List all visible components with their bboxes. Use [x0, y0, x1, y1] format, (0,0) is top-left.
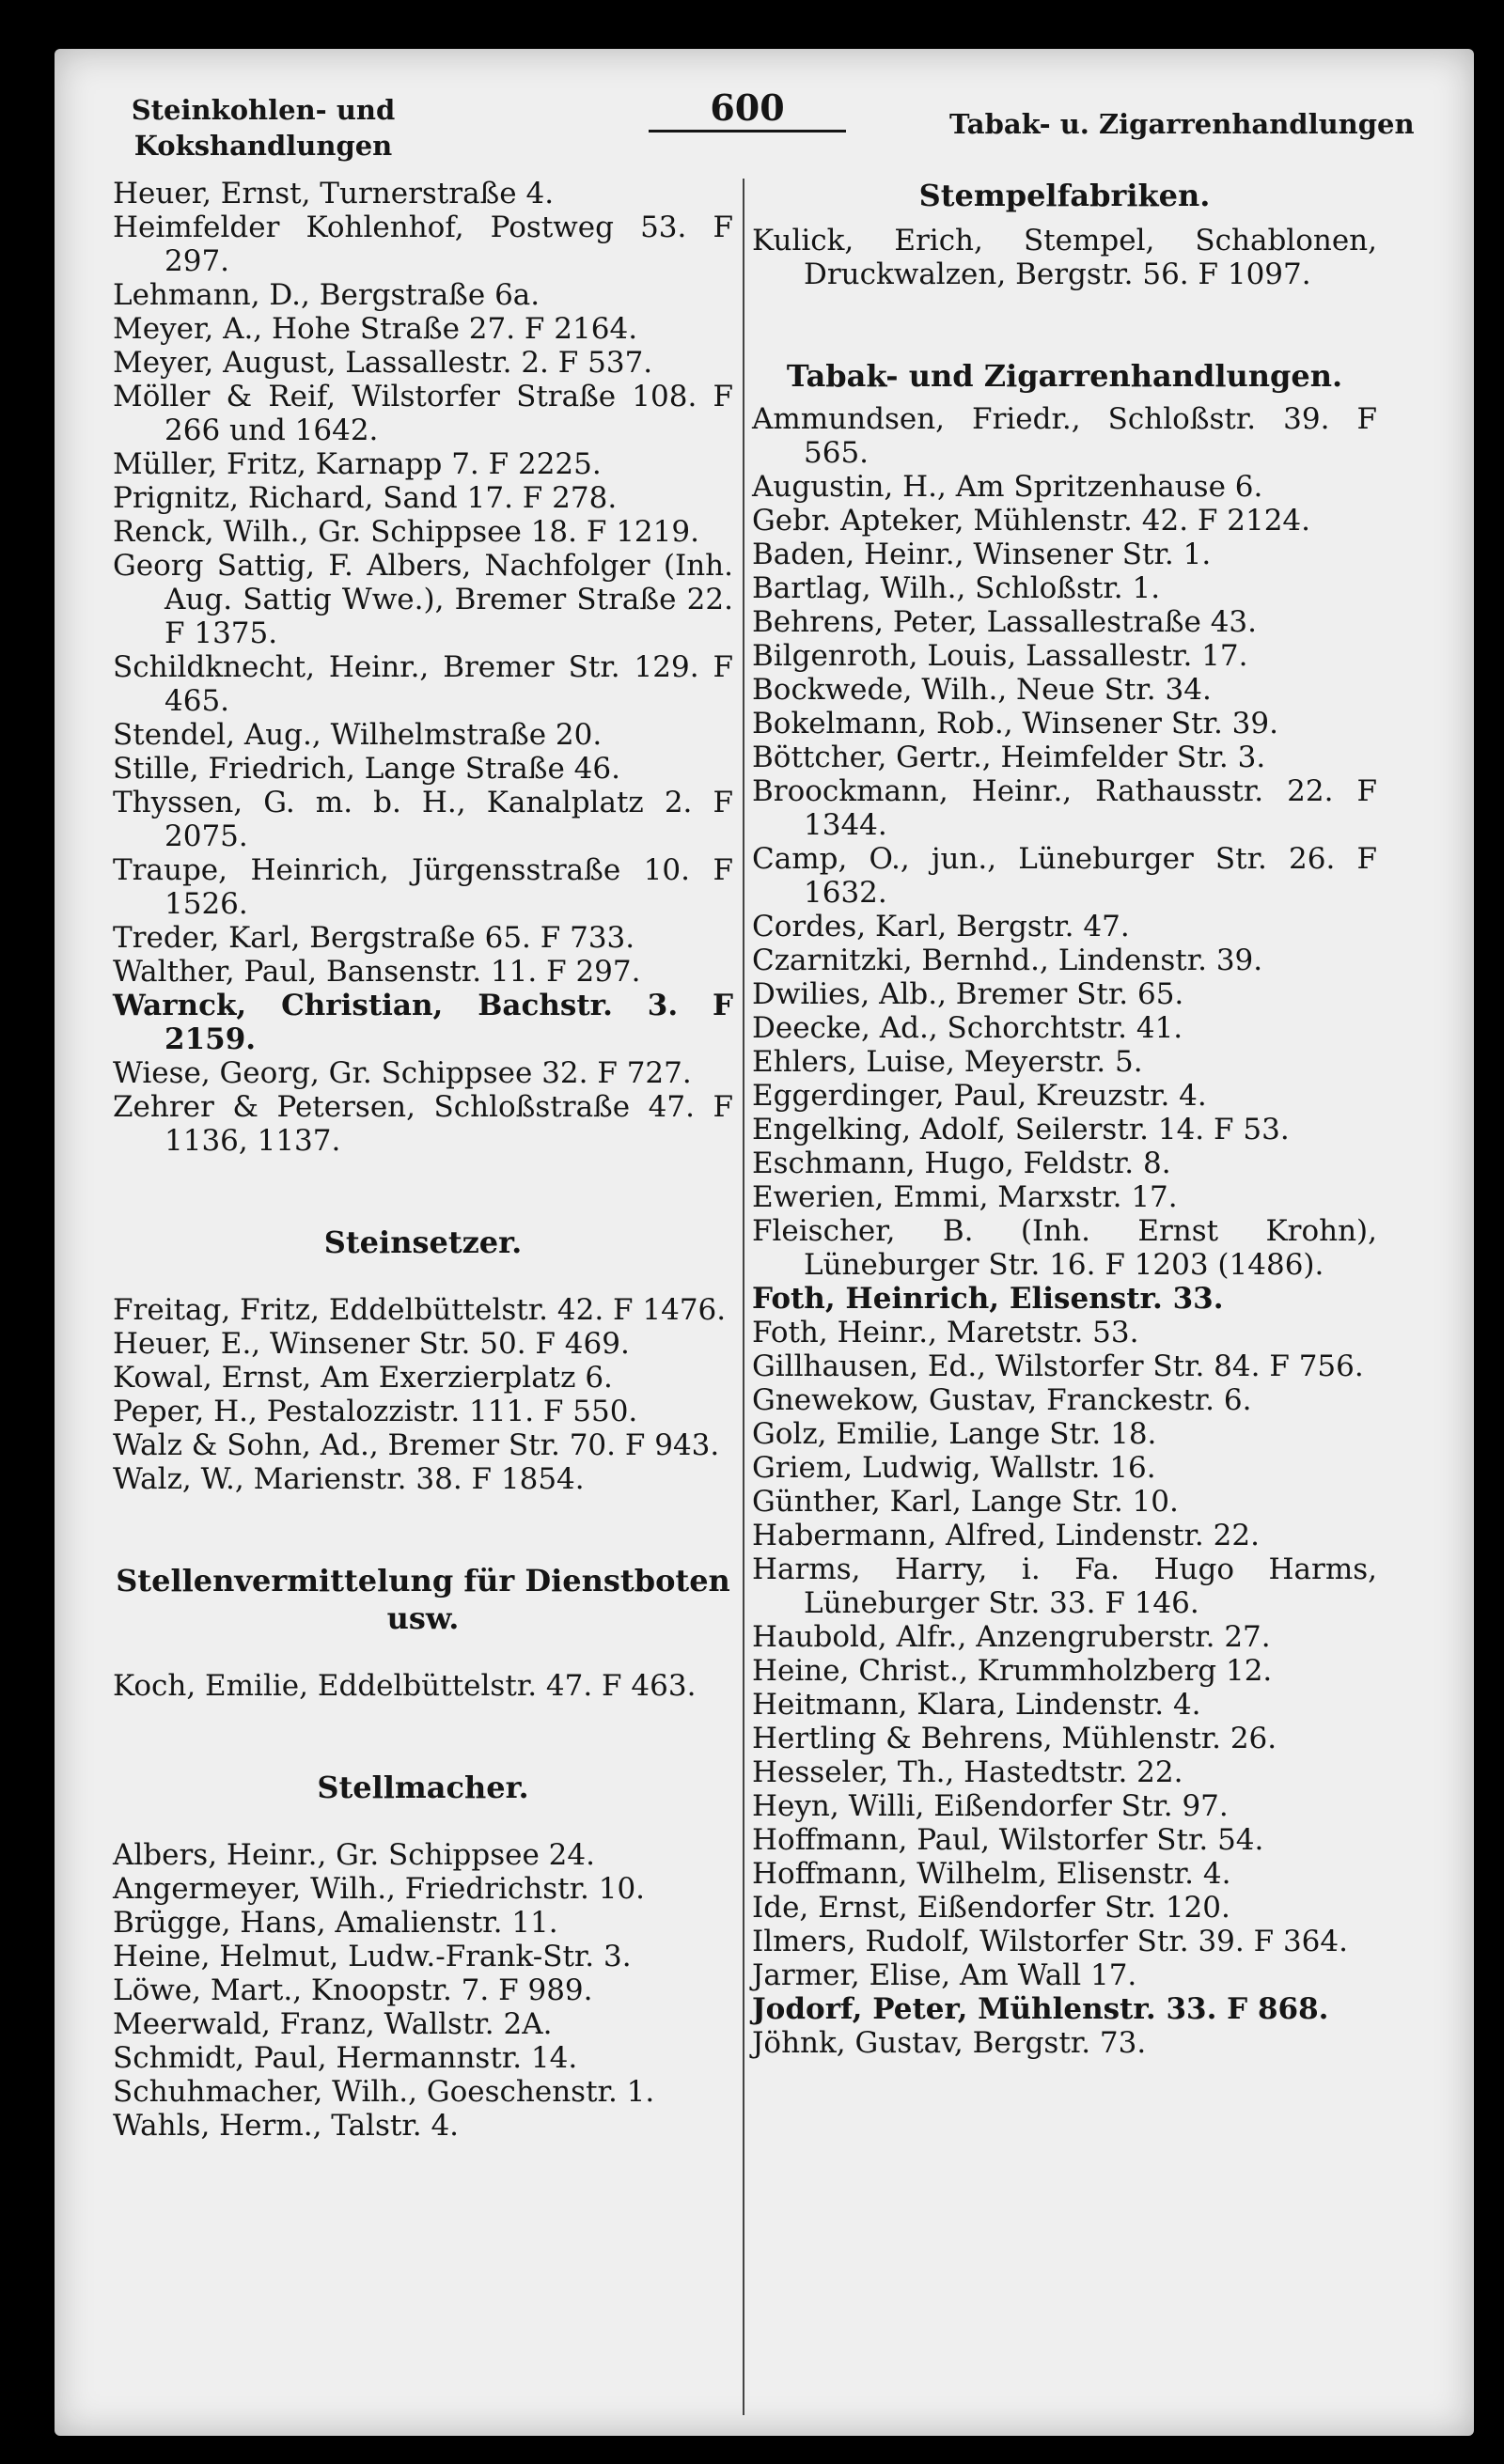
directory-entry: Harms, Harry, i. Fa. Hugo Harms, Lüneburger Str. 33. F 146.: [752, 1552, 1377, 1620]
directory-entry: Meerwald, Franz, Wallstr. 2A.: [113, 2007, 553, 2041]
column-divider: [743, 179, 744, 2415]
directory-entry: Heyn, Willi, Eißendorfer Str. 97.: [752, 1789, 1229, 1823]
directory-entry: Hesseler, Th., Hastedtstr. 22.: [752, 1755, 1183, 1789]
directory-entry: Dwilies, Alb., Bremer Str. 65.: [752, 977, 1184, 1011]
directory-entry: Brügge, Hans, Amalienstr. 11.: [113, 1906, 558, 1940]
tabak-entries: [752, 402, 1377, 2060]
directory-entry: Broockmann, Heinr., Rathausstr. 22. F 1344.: [752, 774, 1377, 842]
directory-entry: Gebr. Apteker, Mühlenstr. 42. F 2124.: [752, 504, 1311, 538]
directory-entry: Müller, Fritz, Karnapp 7. F 2225.: [113, 447, 602, 481]
directory-entry: Wahls, Herm., Talstr. 4.: [113, 2109, 460, 2143]
directory-entry: Meyer, A., Hohe Straße 27. F 2164.: [113, 312, 638, 346]
directory-entry: Schmidt, Paul, Hermannstr. 14.: [113, 2041, 578, 2075]
directory-entry: Bokelmann, Rob., Winsener Str. 39.: [752, 707, 1278, 741]
stellenvermittelung-entries: [113, 1669, 733, 1703]
continued-entries: [113, 177, 733, 1158]
directory-entry: Meyer, August, Lassallestr. 2. F 537.: [113, 346, 653, 380]
directory-entry: Eggerdinger, Paul, Kreuzstr. 4.: [752, 1079, 1207, 1113]
directory-entry: Ammundsen, Friedr., Schloßstr. 39. F 565.: [752, 402, 1377, 470]
section-title-stellmacher: Stellmacher.: [317, 1770, 529, 1805]
directory-entry: Schuhmacher, Wilh., Goeschenstr. 1.: [113, 2075, 655, 2109]
directory-entry: Ilmers, Rudolf, Wilstorfer Str. 39. F 364.: [752, 1925, 1348, 1958]
directory-entry: Jarmer, Elise, Am Wall 17.: [752, 1958, 1137, 1992]
directory-entry: Löwe, Mart., Knoopstr. 7. F 989.: [113, 1973, 593, 2007]
section-title-steinsetzer: Steinsetzer.: [323, 1224, 523, 1260]
directory-entry: Foth, Heinrich, Elisenstr. 33.: [752, 1282, 1224, 1316]
directory-entry: Walther, Paul, Bansenstr. 11. F 297.: [113, 955, 641, 989]
directory-entry: Engelking, Adolf, Seilerstr. 14. F 53.: [752, 1113, 1290, 1146]
directory-entry: Koch, Emilie, Eddelbüttelstr. 47. F 463.: [113, 1669, 697, 1703]
directory-entry: Möller & Reif, Wilstorfer Straße 108. F 266 und 1642.: [113, 380, 733, 447]
directory-entry: Camp, O., jun., Lüneburger Str. 26. F 1632.: [752, 842, 1377, 910]
directory-entry: Ewerien, Emmi, Marxstr. 17.: [752, 1180, 1178, 1214]
directory-entry: Deecke, Ad., Schorchtstr. 41.: [752, 1011, 1183, 1045]
page-number: 600: [649, 86, 846, 133]
directory-entry: Thyssen, G. m. b. H., Kanalplatz 2. F 2075.: [113, 786, 733, 853]
directory-entry: Lehmann, D., Bergstraße 6a.: [113, 278, 540, 312]
directory-entry: Heuer, E., Winsener Str. 50. F 469.: [113, 1327, 630, 1361]
section-title-stempelfabriken: Stempelfabriken.: [918, 178, 1211, 213]
directory-entry: Czarnitzki, Bernhd., Lindenstr. 39.: [752, 943, 1263, 977]
directory-entry: Hertling & Behrens, Mühlenstr. 26.: [752, 1722, 1277, 1755]
directory-entry: Angermeyer, Wilh., Friedrichstr. 10.: [113, 1872, 646, 1906]
right-column: [752, 177, 1377, 2060]
directory-entry: Bartlag, Wilh., Schloßstr. 1.: [752, 571, 1161, 605]
directory-entry: Ide, Ernst, Eißendorfer Str. 120.: [752, 1891, 1230, 1925]
stellmacher-entries: [113, 1838, 733, 2143]
running-header-left: Steinkohlen- und Kokshandlungen: [131, 94, 396, 162]
directory-entry: Stendel, Aug., Wilhelmstraße 20.: [113, 718, 603, 752]
directory-entry: Eschmann, Hugo, Feldstr. 8.: [752, 1146, 1171, 1180]
directory-entry: Gillhausen, Ed., Wilstorfer Str. 84. F 756.: [752, 1349, 1364, 1383]
directory-entry: Heine, Helmut, Ludw.-Frank-Str. 3.: [113, 1940, 632, 1973]
directory-entry: Ehlers, Luise, Meyerstr. 5.: [752, 1045, 1143, 1079]
directory-entry: Heitmann, Klara, Lindenstr. 4.: [752, 1688, 1201, 1722]
directory-entry: Zehrer & Petersen, Schloßstraße 47. F 1136, 1137.: [113, 1090, 733, 1158]
directory-entry: Jodorf, Peter, Mühlenstr. 33. F 868.: [752, 1992, 1329, 2026]
directory-entry: Foth, Heinr., Maretstr. 53.: [752, 1316, 1139, 1349]
directory-entry: Walz, W., Marienstr. 38. F 1854.: [113, 1462, 585, 1496]
directory-entry: Jöhnk, Gustav, Bergstr. 73.: [752, 2026, 1147, 2060]
directory-entry: Gnewekow, Gustav, Franckestr. 6.: [752, 1383, 1252, 1417]
directory-entry: Augustin, H., Am Spritzenhause 6.: [752, 470, 1263, 504]
directory-entry: Heine, Christ., Krummholzberg 12.: [752, 1654, 1273, 1688]
directory-entry: Hoffmann, Paul, Wilstorfer Str. 54.: [752, 1823, 1264, 1857]
directory-entry: Heuer, Ernst, Turnerstraße 4.: [113, 177, 555, 211]
directory-entry: Cordes, Karl, Bergstr. 47.: [752, 910, 1130, 943]
directory-entry: Bilgenroth, Louis, Lassallestr. 17.: [752, 639, 1248, 673]
directory-entry: Kulick, Erich, Stempel, Schablonen, Druckwalzen, Bergstr. 56. F 1097.: [752, 224, 1377, 291]
directory-entry: Böttcher, Gertr., Heimfelder Str. 3.: [752, 741, 1266, 774]
section-title-stellenvermittelung: Stellenvermittelung für Dienstboten usw.: [116, 1563, 730, 1636]
directory-entry: Baden, Heinr., Winsener Str. 1.: [752, 538, 1212, 571]
directory-entry: Peper, H., Pestalozzistr. 111. F 550.: [113, 1395, 638, 1428]
directory-entry: Kowal, Ernst, Am Exerzierplatz 6.: [113, 1361, 613, 1395]
directory-entry: Schildknecht, Heinr., Bremer Str. 129. F 465.: [113, 650, 733, 718]
directory-entry: Habermann, Alfred, Lindenstr. 22.: [752, 1519, 1260, 1552]
directory-entry: Walz & Sohn, Ad., Bremer Str. 70. F 943.: [113, 1428, 720, 1462]
steinsetzer-entries: [113, 1293, 733, 1496]
directory-entry: Prignitz, Richard, Sand 17. F 278.: [113, 481, 618, 515]
running-header-right: Tabak- u. Zigarrenhandlungen: [949, 108, 1415, 140]
directory-entry: Albers, Heinr., Gr. Schippsee 24.: [113, 1838, 595, 1872]
directory-entry: Georg Sattig, F. Albers, Nachfolger (Inh. Aug. Sattig Wwe.), Bremer Straße 22. F 1375.: [113, 549, 733, 650]
section-title-tabak: Tabak- und Zigarrenhandlungen.: [786, 358, 1343, 394]
directory-entry: Bockwede, Wilh., Neue Str. 34.: [752, 673, 1212, 707]
stempelfabriken-entries: [752, 224, 1377, 291]
directory-entry: Renck, Wilh., Gr. Schippsee 18. F 1219.: [113, 515, 699, 549]
directory-entry: Stille, Friedrich, Lange Straße 46.: [113, 752, 620, 786]
directory-entry: Freitag, Fritz, Eddelbüttelstr. 42. F 1476.: [113, 1293, 727, 1327]
directory-entry: Golz, Emilie, Lange Str. 18.: [752, 1417, 1157, 1451]
left-column: [113, 177, 733, 2143]
directory-entry: Griem, Ludwig, Wallstr. 16.: [752, 1451, 1156, 1485]
directory-entry: Hoffmann, Wilhelm, Elisenstr. 4.: [752, 1857, 1231, 1891]
directory-entry: Wiese, Georg, Gr. Schippsee 32. F 727.: [113, 1056, 692, 1090]
directory-entry: Heimfelder Kohlenhof, Postweg 53. F 297.: [113, 211, 733, 278]
directory-entry: Günther, Karl, Lange Str. 10.: [752, 1485, 1179, 1519]
directory-entry: Traupe, Heinrich, Jürgensstraße 10. F 1526.: [113, 853, 733, 921]
directory-entry: Behrens, Peter, Lassallestraße 43.: [752, 605, 1257, 639]
directory-entry: Haubold, Alfr., Anzengruberstr. 27.: [752, 1620, 1271, 1654]
directory-entry: Treder, Karl, Bergstraße 65. F 733.: [113, 921, 635, 955]
directory-entry: Fleischer, B. (Inh. Ernst Krohn), Lüneburger Str. 16. F 1203 (1486).: [752, 1214, 1377, 1282]
directory-entry: Warnck, Christian, Bachstr. 3. F 2159.: [113, 989, 733, 1056]
